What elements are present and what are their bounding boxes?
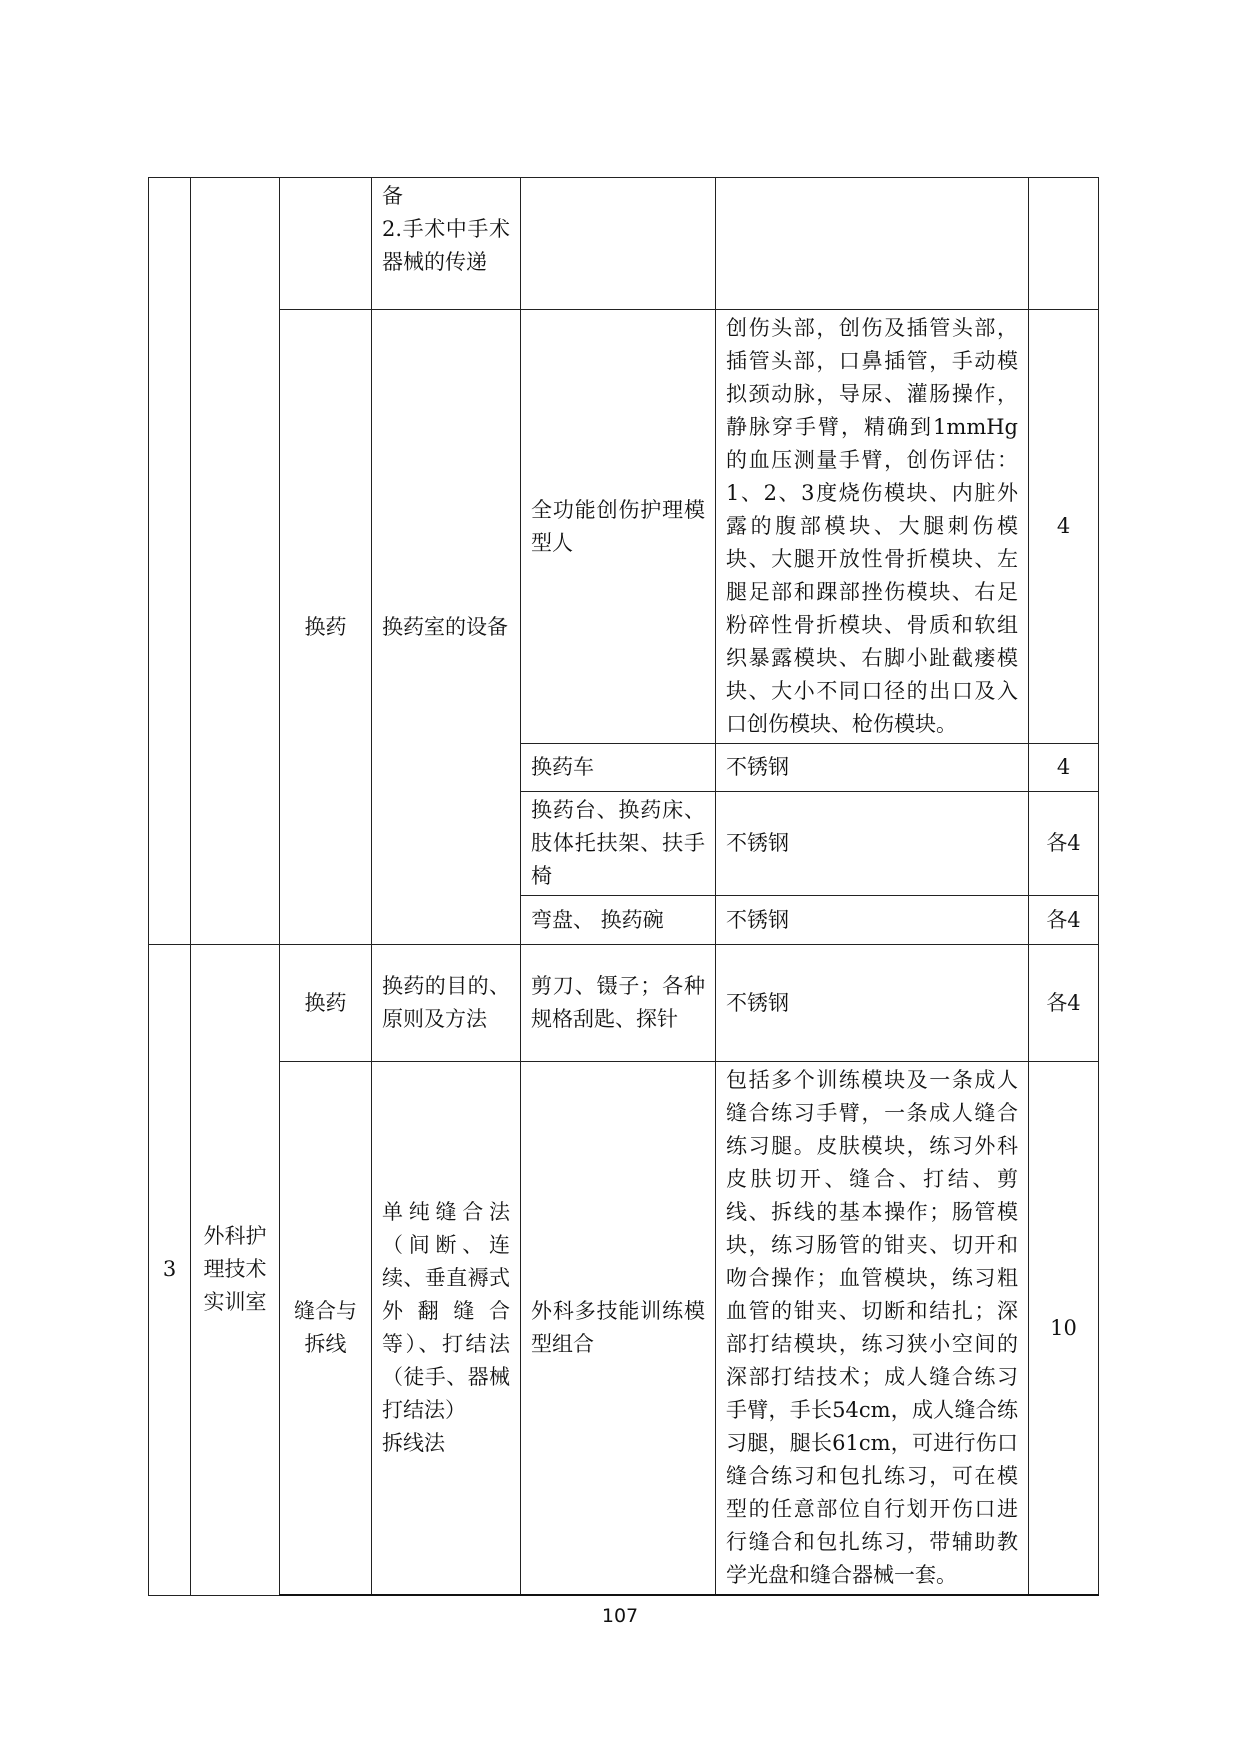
qty-cell: 各4 [1029,945,1099,1062]
spec-cell: 不锈钢 [716,792,1029,896]
qty-cell: 各4 [1029,896,1099,945]
equipment-cell: 剪刀、镊子；各种规格刮匙、探针 [521,945,716,1062]
content-cell: 备 2.手术中手术器械的传递 [372,178,521,310]
equipment-cell [521,178,716,310]
page-number: 107 [601,1605,639,1627]
equipment-cell: 换药台、换药床、肢体托扶架、扶手椅 [521,792,716,896]
spec-cell: 创伤头部，创伤及插管头部，插管头部，口鼻插管，手动模拟颈动脉，导尿、灌肠操作，静脉穿手臂，精确到1mmHg的血压测量手臂，创伤评估：1、2、3度烧伤模块、内脏外露的腹部模块、大腿刺伤模块、大腿开放性骨折模块、左腿足部和踝部挫伤模块、右足粉碎性骨折模块、骨质和软组织暴露模块、右脚小趾截瘘模块、大小不同口径的出口及入口创伤模块、枪伤模块。 [716,310,1029,744]
qty-cell: 10 [1029,1062,1099,1596]
project-cell: 换药 [280,945,372,1062]
table-row [149,1062,1099,1596]
project-cell [280,178,372,310]
room-cell: 外科护理技术实训室 [191,945,280,1596]
content-cell: 换药的目的、原则及方法 [372,945,521,1062]
table-row [149,310,1099,744]
index-cell-continued [149,178,191,945]
project-cell: 缝合与拆线 [280,1062,372,1596]
index-cell: 3 [149,945,191,1596]
qty-cell: 4 [1029,310,1099,744]
spec-cell: 不锈钢 [716,744,1029,792]
spec-cell: 包括多个训练模块及一条成人缝合练习手臂，一条成人缝合练习腿。皮肤模块，练习外科皮肤切开、缝合、打结、剪线、拆线的基本操作；肠管模块，练习肠管的钳夹、切开和吻合操作；血管模块，练习粗血管的钳夹、切断和结扎；深部打结模块，练习狭小空间的深部打结技术；成人缝合练习手臂，手长54cm，成人缝合练习腿，腿长61cm，可进行伤口缝合练习和包扎练习，可在模型的任意部位自行划开伤口进行缝合和包扎练习，带辅助教学光盘和缝合器械一套。 [716,1062,1029,1596]
spec-cell: 不锈钢 [716,945,1029,1062]
qty-cell: 各4 [1029,792,1099,896]
spec-cell [716,178,1029,310]
equipment-table [148,177,1099,1596]
spec-cell: 不锈钢 [716,896,1029,945]
equipment-cell: 外科多技能训练模型组合 [521,1062,716,1596]
equipment-cell: 换药车 [521,744,716,792]
equipment-cell: 全功能创伤护理模型人 [521,310,716,744]
qty-cell: 4 [1029,744,1099,792]
equipment-cell: 弯盘、 换药碗 [521,896,716,945]
project-cell: 换药 [280,310,372,945]
room-cell-continued [191,178,280,945]
table-row [149,945,1099,1062]
table-row [149,178,1099,310]
content-cell: 单纯缝合法（间断、连续、垂直褥式外翻缝合等）、打结法（徒手、器械打结法） 拆线法 [372,1062,521,1596]
content-cell: 换药室的设备 [372,310,521,945]
qty-cell [1029,178,1099,310]
